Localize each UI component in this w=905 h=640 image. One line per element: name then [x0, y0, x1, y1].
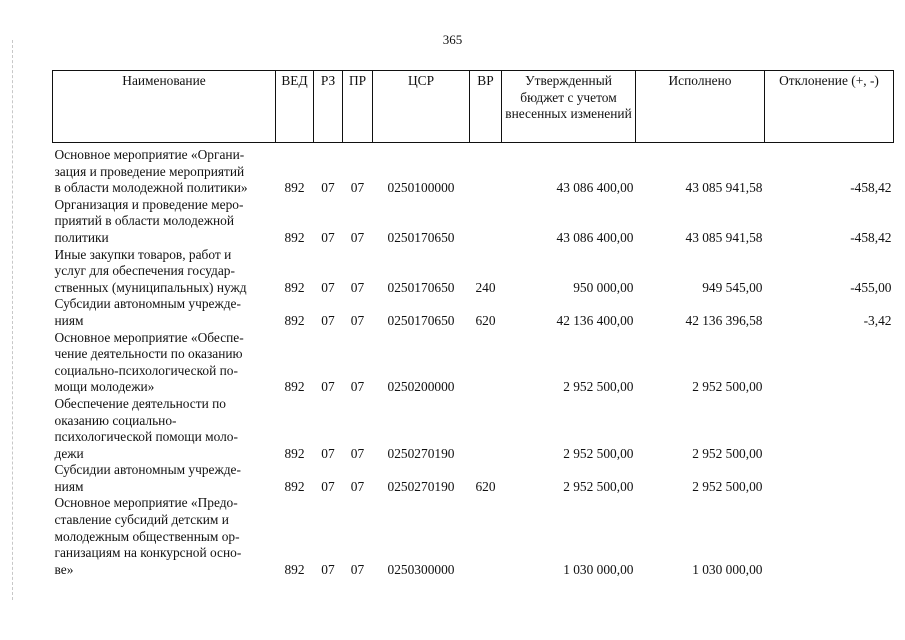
- cell-ved: 892: [284, 229, 305, 245]
- table-row: [53, 296, 894, 329]
- cell-name-line: психологической помощи моло-: [54, 429, 238, 445]
- cell-name-line: зация и проведение мероприятий: [54, 163, 245, 179]
- cell-executed: 42 136 396,58: [685, 312, 763, 328]
- cell-name: [53, 462, 276, 495]
- cell-pr: 07: [350, 312, 365, 328]
- cell-approved: 2 952 500,00: [563, 478, 634, 494]
- cell-vr: [470, 147, 502, 197]
- cell-name-line: услуг для обеспечения государ-: [54, 263, 235, 279]
- cell-ved: 892: [284, 312, 305, 328]
- cell-approved: 950 000,00: [573, 279, 634, 295]
- cell-csr: 0250100000: [387, 180, 455, 196]
- cell-csr: 0250300000: [387, 561, 455, 577]
- header-vr: ВР: [470, 71, 502, 143]
- cell-executed: 2 952 500,00: [692, 478, 763, 494]
- cell-pr: 07: [350, 229, 365, 245]
- cell-name-line: Основное мероприятие «Предо-: [54, 495, 238, 511]
- cell-pr: 07: [350, 561, 365, 577]
- header-ved: ВЕД: [276, 71, 314, 143]
- table-row: [53, 247, 894, 297]
- cell-name-line: чение деятельности по оказанию: [54, 346, 243, 362]
- table-row: [53, 147, 894, 197]
- cell-name-line: Основное мероприятие «Органи-: [54, 147, 245, 162]
- cell-vr: [470, 197, 502, 247]
- cell-executed: 43 085 941,58: [685, 180, 763, 196]
- header-deviation: Отклонение (+, -): [765, 71, 894, 143]
- cell-name-line: оказанию социально-: [54, 412, 177, 428]
- budget-table: [52, 70, 894, 578]
- cell-approved: 42 136 400,00: [556, 312, 634, 328]
- cell-executed: 1 030 000,00: [692, 561, 763, 577]
- cell-vr: 620: [475, 312, 496, 328]
- cell-pr: 07: [350, 478, 365, 494]
- cell-executed: 949 545,00: [702, 279, 763, 295]
- cell-name-line: мощи молодежи»: [54, 379, 155, 395]
- cell-deviation: -3,42: [863, 312, 892, 328]
- cell-rz: 07: [321, 180, 335, 196]
- cell-name-line: Обеспечение деятельности по: [54, 395, 226, 411]
- cell-name-line: политики: [54, 229, 109, 245]
- cell-name-line: Организация и проведение меро-: [54, 196, 244, 212]
- table-row: [53, 197, 894, 247]
- cell-approved: 43 086 400,00: [556, 229, 634, 245]
- table-row: [53, 396, 894, 462]
- cell-name-line: ственных (муниципальных) нужд: [54, 279, 247, 295]
- cell-deviation: -458,42: [850, 229, 892, 245]
- cell-rz: 07: [321, 478, 335, 494]
- binding-margin-mark: [12, 40, 13, 600]
- cell-executed: 2 952 500,00: [692, 445, 763, 461]
- cell-approved: 2 952 500,00: [563, 379, 634, 395]
- cell-pr: 07: [350, 445, 365, 461]
- cell-pr: 07: [350, 180, 365, 196]
- cell-ved: 892: [284, 279, 305, 295]
- cell-name-line: Основное мероприятие «Обеспе-: [54, 329, 244, 345]
- cell-csr: 0250170650: [387, 279, 455, 295]
- cell-name: [53, 495, 276, 578]
- cell-rz: 07: [321, 312, 335, 328]
- cell-rz: 07: [321, 279, 335, 295]
- cell-name: [53, 296, 276, 329]
- cell-name-line: Иные закупки товаров, работ и: [54, 246, 232, 262]
- cell-executed: 43 085 941,58: [685, 229, 763, 245]
- table-row: [53, 495, 894, 578]
- cell-name-line: Субсидии автономным учрежде-: [54, 296, 241, 312]
- cell-ved: 892: [284, 478, 305, 494]
- cell-deviation: [765, 495, 894, 578]
- cell-csr: 0250270190: [387, 478, 455, 494]
- cell-vr: 620: [475, 478, 496, 494]
- header-csr: ЦСР: [373, 71, 470, 143]
- cell-name-line: ганизациям на конкурсной осно-: [54, 545, 242, 561]
- cell-deviation: -458,42: [850, 180, 892, 196]
- cell-csr: 0250170650: [387, 229, 455, 245]
- cell-deviation: -455,00: [850, 279, 892, 295]
- cell-name: [53, 247, 276, 297]
- header-rz: РЗ: [314, 71, 343, 143]
- cell-deviation: [765, 462, 894, 495]
- cell-name-line: ставление субсидий детским и: [54, 512, 229, 528]
- cell-name: [53, 197, 276, 247]
- cell-ved: 892: [284, 561, 305, 577]
- table-body: [53, 143, 894, 579]
- cell-name-line: ве»: [54, 561, 74, 577]
- cell-pr: 07: [350, 379, 365, 395]
- cell-csr: 0250270190: [387, 445, 455, 461]
- header-executed: Исполнено: [636, 71, 765, 143]
- cell-vr: 240: [475, 279, 496, 295]
- header-pr: ПР: [343, 71, 373, 143]
- cell-name: [53, 396, 276, 462]
- cell-rz: 07: [321, 445, 335, 461]
- cell-csr: 0250170650: [387, 312, 455, 328]
- header-approved: Утвержденный бюджет с учетом внесенных изменений: [502, 71, 636, 143]
- cell-csr: 0250200000: [387, 379, 455, 395]
- cell-rz: 07: [321, 379, 335, 395]
- table-header: [53, 71, 894, 143]
- cell-deviation: [765, 396, 894, 462]
- cell-name-line: ниям: [54, 478, 84, 494]
- cell-name-line: в области молодежной политики»: [54, 180, 248, 196]
- cell-name: [53, 147, 276, 197]
- cell-vr: [470, 330, 502, 396]
- cell-name-line: социально-психологической по-: [54, 362, 238, 378]
- cell-ved: 892: [284, 445, 305, 461]
- cell-name-line: приятий в области молодежной: [54, 213, 235, 229]
- cell-name-line: дежи: [54, 445, 84, 461]
- cell-rz: 07: [321, 561, 335, 577]
- cell-approved: 2 952 500,00: [563, 445, 634, 461]
- table-row: [53, 462, 894, 495]
- cell-deviation: [765, 330, 894, 396]
- cell-rz: 07: [321, 229, 335, 245]
- cell-vr: [470, 396, 502, 462]
- page-number: 365: [442, 32, 463, 47]
- cell-ved: 892: [284, 180, 305, 196]
- cell-vr: [470, 495, 502, 578]
- cell-name-line: Субсидии автономным учрежде-: [54, 462, 241, 478]
- cell-name: [53, 330, 276, 396]
- table-row: [53, 330, 894, 396]
- cell-name-line: молодежным общественным ор-: [54, 528, 240, 544]
- cell-pr: 07: [350, 279, 365, 295]
- cell-name-line: ниям: [54, 312, 84, 328]
- cell-approved: 1 030 000,00: [563, 561, 634, 577]
- cell-ved: 892: [284, 379, 305, 395]
- header-name: Наименование: [53, 71, 276, 143]
- cell-approved: 43 086 400,00: [556, 180, 634, 196]
- cell-executed: 2 952 500,00: [692, 379, 763, 395]
